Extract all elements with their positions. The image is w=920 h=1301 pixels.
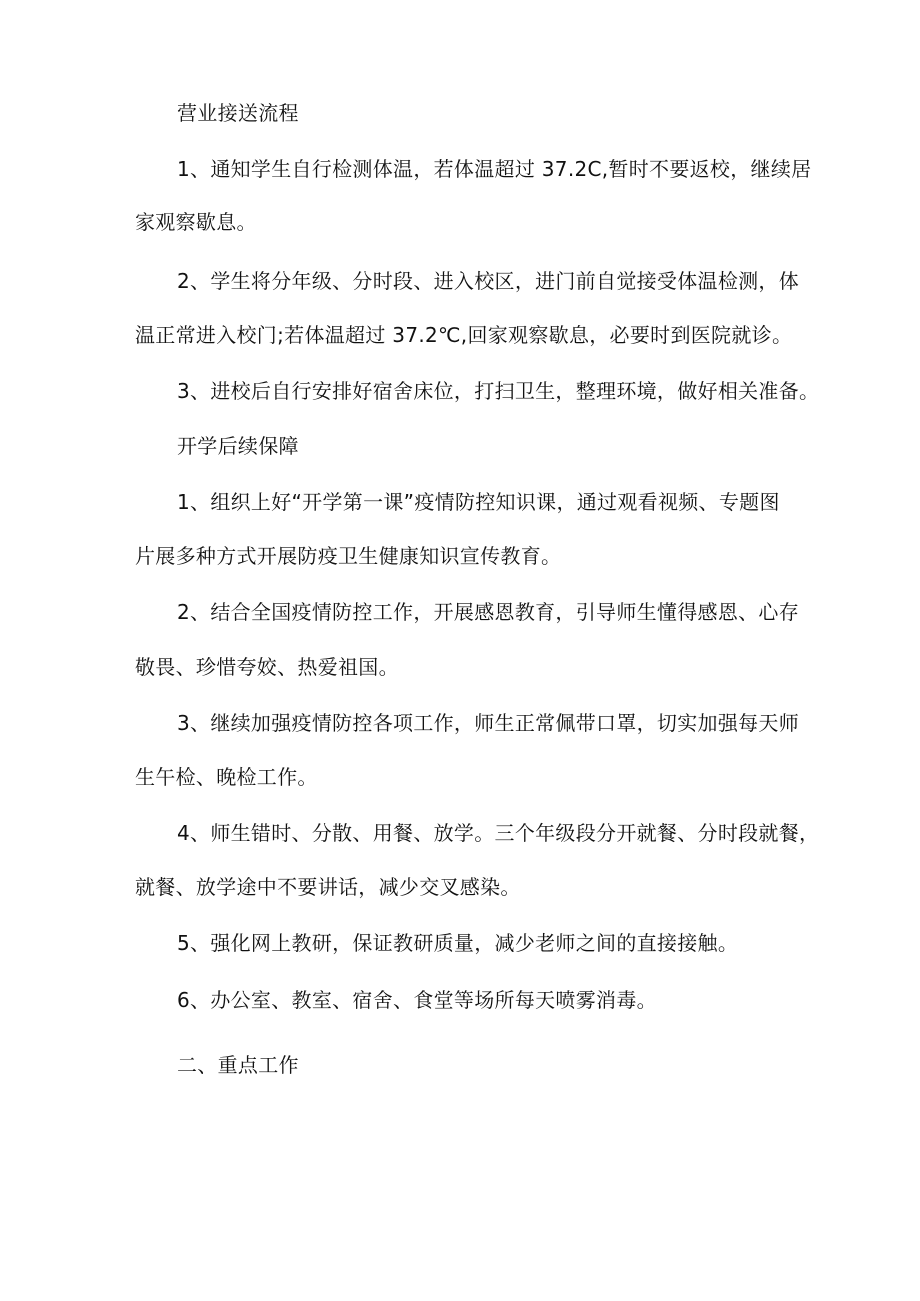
paragraph-9-line-1: 6、办公室、教室、宿舍、食堂等场所每天喷雾消毒。 xyxy=(177,988,657,1012)
paragraph-5-line-2: 敬畏、珍惜夸姣、热爱祖国。 xyxy=(135,655,399,679)
paragraph-6-line-1: 3、继续加强疫情防控各项工作，师生正常佩带口罩，切实加强每天师 xyxy=(177,711,800,735)
paragraph-3-line-1: 3、进校后自行安排好宿舍床位，打扫卫生，整理环境，做好相关准备。 xyxy=(177,379,820,403)
paragraph-5-line-1: 2、结合全国疫情防控工作，开展感恩教育，引导师生懂得感恩、心存 xyxy=(177,600,800,624)
section-heading-pickup-process: 营业接送流程 xyxy=(177,101,299,125)
paragraph-6-line-2: 生午检、晚检工作。 xyxy=(135,765,318,789)
paragraph-2-line-2: 温正常进入校门;若体温超过 37.2℃,回家观察歇息，必要时到医院就诊。 xyxy=(135,323,793,347)
section-heading-follow-up-support: 开学后续保障 xyxy=(177,434,299,458)
section-heading-key-work: 二、重点工作 xyxy=(177,1053,299,1077)
paragraph-8-line-1: 5、强化网上教研，保证教研质量，减少老师之间的直接接触。 xyxy=(177,931,739,955)
paragraph-7-line-2: 就餐、放学途中不要讲话，减少交叉感染。 xyxy=(135,875,521,899)
paragraph-4-line-2: 片展多种方式开展防疫卫生健康知识宣传教育。 xyxy=(135,544,562,568)
paragraph-7-line-1: 4、师生错时、分散、用餐、放学。三个年级段分开就餐、分时段就餐， xyxy=(177,821,820,845)
paragraph-4-line-1: 1、组织上好“开学第一课”疫情防控知识课，通过观看视频、专题图 xyxy=(177,490,780,514)
paragraph-1-line-1: 1、通知学生自行检测体温，若体温超过 37.2C,暂时不要返校，继续居 xyxy=(177,157,812,181)
paragraph-2-line-1: 2、学生将分年级、分时段、进入校区，进门前自觉接受体温检测，体 xyxy=(177,269,800,293)
paragraph-1-line-2: 家观察歇息。 xyxy=(135,210,257,234)
